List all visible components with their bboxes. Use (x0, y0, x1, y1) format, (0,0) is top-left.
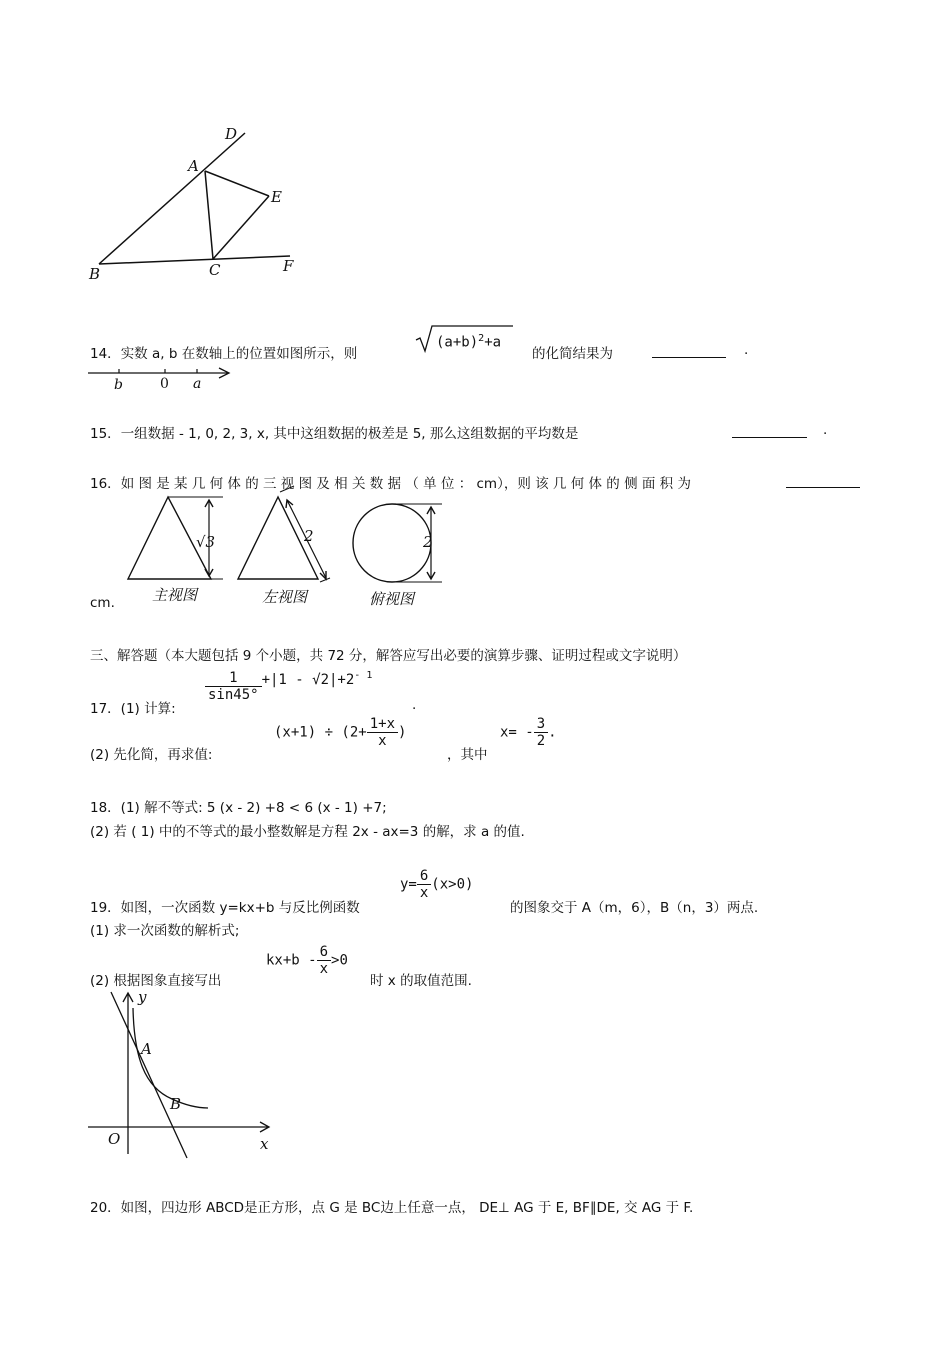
q17-part1-label: 17．(1) 计算: (90, 701, 176, 717)
caption-front-view: 主视图 (152, 586, 198, 604)
axis-label-a: a (193, 376, 202, 392)
q19-part2-a: (2) 根据图象直接写出 (90, 973, 222, 989)
q14-expr-exp: 2 (478, 333, 485, 344)
q14-suffix: 的化简结果为 (532, 346, 613, 362)
q19-part2-expr-a: kx+b - (266, 952, 317, 969)
graph-label-y: y (138, 988, 147, 1006)
geometry-figure-q13 (80, 120, 320, 290)
q19-func-num: 6 (417, 868, 431, 885)
q19-func-fraction (417, 868, 431, 901)
dim-front: √3 (196, 533, 216, 551)
q17-part1-rest: +|1 - √2|+2 (261, 672, 355, 688)
hyperbola-curve (133, 1008, 208, 1108)
q14-end: . (744, 342, 749, 358)
q15-text: 一组数据 - 1, 0, 2, 3, x, 其中这组数据的极差是 5, 那么这组数据的平均数是 (120, 426, 579, 442)
q17-part2-fraction (367, 716, 398, 749)
label-e: E (271, 188, 282, 206)
q16-text: 如 图 是 某 几 何 体 的 三 视 图 及 相 关 数 据 （ 单 位 ： cm），则 该 几 何 体 的 侧 面 积 为 (120, 476, 691, 492)
q17-part1-end: . (412, 697, 417, 713)
q14-expr-tail: +a (484, 334, 502, 351)
segment-ce (213, 196, 269, 259)
label-d: D (225, 125, 238, 143)
q17-part2-expr-a: (x+1) ÷ (2+ (274, 724, 367, 741)
q19-intro-b: 的图象交于 A（m，6），B（n，3）两点. (510, 900, 759, 916)
label-b: B (89, 265, 101, 283)
axis-label-zero: 0 (160, 376, 169, 392)
q17-part2-x-fraction (534, 716, 548, 749)
caption-top-view: 俯视图 (369, 590, 415, 608)
q14-text: 实数 a, b 在数轴上的位置如图所示，则 (120, 346, 358, 362)
dim-left: 2 (304, 527, 314, 545)
graph-label-x: x (260, 1135, 269, 1153)
q20-text: 20．如图，四边形 ABCD是正方形，点 G 是 BC边上任意一点， DE⊥ AG 于 E, BF∥DE, 交 AG 于 F. (90, 1200, 694, 1216)
q17-part2-expression (274, 716, 406, 749)
q14-expr-open: (a+b) (436, 334, 479, 351)
q16-number: 16． (90, 476, 121, 492)
q19-intro-a: 19．如图，一次函数 y=kx+b 与反比例函数 (90, 900, 360, 916)
q17-fraction-num: 1 (205, 670, 262, 687)
graph-label-b: B (170, 1095, 182, 1113)
linear-function-line (111, 992, 187, 1158)
left-view (238, 486, 330, 582)
q16-answer-blank (786, 473, 860, 488)
graph-label-a: A (141, 1040, 152, 1058)
segment-bd (99, 133, 245, 264)
q18-part1: 18．(1) 解不等式: 5 (x - 2) +8 < 6 (x - 1) +7; (90, 800, 387, 816)
q14-number-line (88, 362, 238, 394)
q19-func-y: y= (400, 876, 417, 893)
q19-part2-b: 时 x 的取值范围. (370, 973, 472, 989)
q16-line (90, 472, 691, 492)
q17-part2-label: (2) 先化简，再求值: (90, 747, 213, 763)
q15-number: 15． (90, 426, 121, 442)
graph-label-o: O (108, 1130, 121, 1148)
q15-line (90, 422, 578, 442)
q16-unit: cm. (90, 595, 115, 611)
q15-answer-blank (732, 423, 807, 438)
label-f: F (283, 257, 294, 275)
q17-fraction-den: sin45° (208, 687, 259, 703)
q19-func-cond: (x>0) (431, 876, 474, 893)
q19-part2-num: 6 (317, 944, 331, 961)
q17-part2-end: . (548, 724, 557, 741)
q17-fraction (205, 670, 262, 703)
q19-part2-fraction (317, 944, 331, 977)
dim-top: 2 (423, 533, 433, 551)
q17-part2-x-num: 3 (534, 716, 548, 733)
q14-line (90, 342, 357, 362)
q19-part2-expression (266, 944, 348, 977)
q19-part2-den: x (319, 961, 329, 977)
q17-part2-close: ) (398, 724, 407, 741)
q17-part2-mid: ，其中 (447, 747, 488, 763)
section3-title: 三、解答题（本大题包括 9 个小题，共 72 分，解答应写出必要的演算步骤、证明过程或文字说明） (90, 648, 687, 664)
q17-part2-x: x= - (500, 724, 534, 741)
q19-func-den: x (419, 885, 429, 901)
axis-label-b: b (114, 377, 123, 393)
q19-function-graph (88, 986, 288, 1162)
q14-number: 14． (90, 346, 121, 362)
q17-part1-expression (205, 670, 372, 703)
q19-part1: (1) 求一次函数的解析式; (90, 923, 240, 939)
q19-part2-expr-b: >0 (331, 952, 348, 969)
caption-left-view: 左视图 (262, 588, 308, 606)
q18-part2: (2) 若 ( 1) 中的不等式的最小整数解是方程 2x - ax=3 的解，求 a 的值. (90, 824, 525, 840)
q15-end: . (823, 422, 828, 438)
q14-expression (436, 333, 501, 351)
segment-ae (205, 171, 269, 196)
q17-part2-fraction-den: x (378, 733, 387, 749)
q19-function (400, 868, 473, 901)
q17-part2-x-den: 2 (536, 733, 546, 749)
q14-answer-blank (652, 343, 726, 358)
segment-ac (205, 171, 213, 259)
label-c: C (209, 261, 221, 279)
segment-bf (99, 256, 290, 264)
q16-three-views (120, 492, 460, 614)
q17-part2-x-value (500, 716, 557, 749)
label-a: A (188, 157, 199, 175)
q17-part1-exp: - 1 (354, 670, 373, 681)
q17-part2-fraction-num: 1+x (367, 716, 398, 733)
